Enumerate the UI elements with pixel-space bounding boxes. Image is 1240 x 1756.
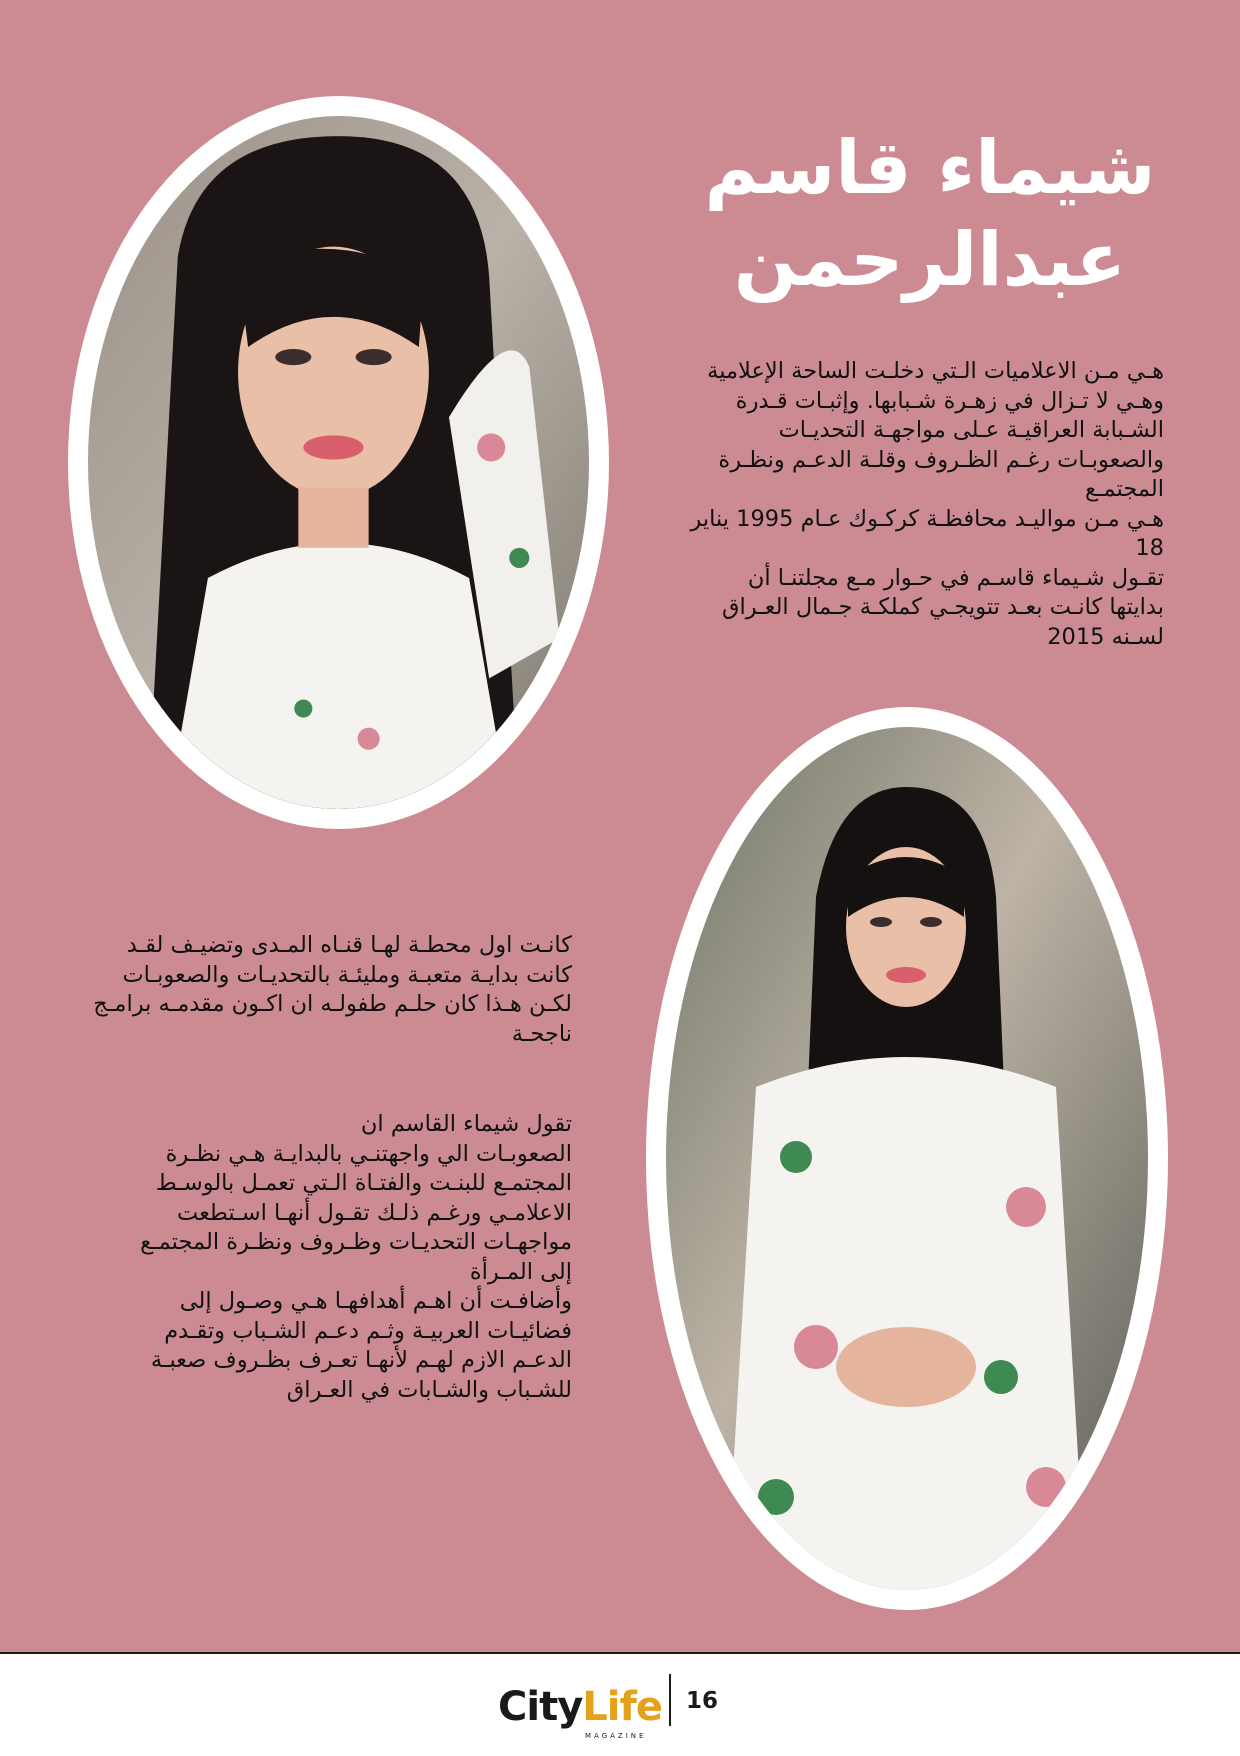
paragraph-line: ناجحـة <box>511 1020 572 1047</box>
paragraph-line: تقـول شـيماء قاسـم في حـوار مـع مجلتنـا أن <box>747 564 1164 591</box>
paragraph-line: مواجهـات التحديـات وظـروف ونظـرة المجتمـع <box>140 1229 572 1255</box>
paragraph-line: 18 <box>1135 535 1164 561</box>
paragraph-line: الشـبابة العراقيـة عـلى مواجهـة التحديـات <box>778 417 1164 443</box>
paragraph-line: للشـباب والشـابات في العـراق <box>286 1376 572 1403</box>
article-title-line-2: عبدالرحمن <box>733 217 1127 303</box>
portrait-photo-bottom <box>666 727 1148 1590</box>
paragraph-line: المجتمـع <box>1084 476 1164 502</box>
paragraph-line: المجتمـع للبنـت والفتـاة الـتي تعمـل بالوسـط <box>155 1170 572 1196</box>
paragraph-line: فضائيـات العربيـة وثـم دعـم الشـباب وتقـدم <box>164 1317 572 1344</box>
article-title-line-1: شيماء قاسم <box>704 125 1156 211</box>
portrait-photo-top <box>88 116 589 809</box>
paragraph-line: هـي مـن الاعلاميات الـتي دخلـت الساحة الإعلامية <box>707 358 1164 384</box>
paragraph-line: لسـنه 2015 <box>1047 623 1164 650</box>
quote-paragraph <box>74 1110 572 1405</box>
citylife-logo <box>498 1684 662 1730</box>
intro-paragraph <box>666 357 1164 652</box>
paragraph-line: تقول شيماء القاسم ان <box>360 1111 572 1137</box>
paragraph-line: وهـي لا تـزال في زهـرة شـبابها. وإثبـات قـدرة <box>735 387 1164 414</box>
paragraph-line: الصعوبـات الي واجهتنـي بالبدايـة هـي نظـرة <box>165 1140 572 1167</box>
woman-portrait-icon <box>88 116 589 809</box>
page-number: 16 <box>686 1688 719 1714</box>
footer-divider <box>669 1674 671 1726</box>
page-footer <box>0 1652 1240 1756</box>
career-paragraph <box>74 931 572 1049</box>
portrait-frame-bottom <box>646 707 1168 1610</box>
paragraph-line: وأضافـت أن اهـم أهدافهـا هـي وصـول إلى <box>179 1288 572 1314</box>
paragraph-line: كانـت اول محطـة لهـا قنـاه المـدى وتضيـف لقـد <box>126 932 572 958</box>
woman-portrait-icon <box>666 727 1148 1590</box>
paragraph-line: الاعلامـي ورغـم ذلـك تقـول أنهـا اسـتطعت <box>176 1199 572 1226</box>
paragraph-line: إلى المـرأة <box>469 1258 572 1285</box>
paragraph-line: لكـن هـذا كان حلـم طفولـه ان اكـون مقدمـه برامـج <box>93 991 572 1017</box>
portrait-frame-top <box>68 96 609 829</box>
paragraph-line: هـي مـن مواليـد محافظـة كركـوك عـام 1995 يناير <box>690 505 1164 532</box>
paragraph-line: الدعـم الازم لهـم لأنهـا تعـرف بظـروف صعبـة <box>150 1347 572 1373</box>
logo-text-life: Life <box>582 1684 662 1730</box>
logo-subtitle: MAGAZINE <box>585 1732 647 1740</box>
logo-text-city: City <box>498 1684 583 1730</box>
paragraph-line: والصعوبـات رغـم الظـروف وقلـة الدعـم ونظـرة <box>718 446 1164 473</box>
paragraph-line: بدايتها كانـت بعـد تتويجـي كملكـة جـمال العـراق <box>722 594 1164 620</box>
paragraph-line: كانت بدايـة متعبـة ومليئـة بالتحديـات والصعوبـات <box>122 961 572 988</box>
